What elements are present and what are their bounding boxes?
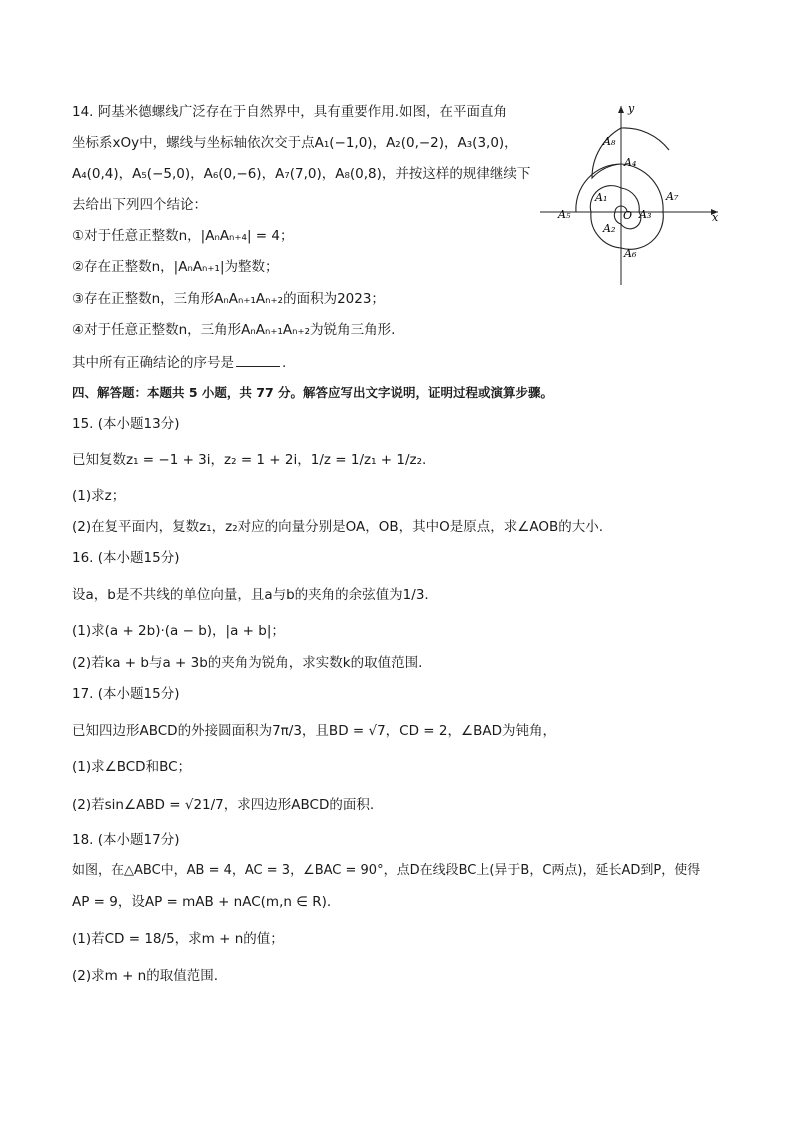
p18-stem-2: AP = 9，设AP = mAB + nAC(m,n ∈ R). (72, 894, 332, 910)
p14-conclusion-3: ③存在正整数n，三角形AₙAₙ₊₁Aₙ₊₂的面积为2023； (72, 291, 385, 307)
point-label-a1: A₁ (595, 191, 608, 204)
p14-conclusion-2: ②存在正整数n，|AₙAₙ₊₁|为整数； (72, 259, 279, 275)
axis-x-label: x (712, 211, 719, 224)
p14-line-4: 去给出下列四个结论： (72, 197, 207, 213)
p15-stem: 已知复数z₁ = −1 + 3i，z₂ = 1 + 2i，1/z = 1/z₁ + 1/z₂. (72, 452, 427, 468)
p14-conclusion-4: ④对于任意正整数n，三角形AₙAₙ₊₁Aₙ₊₂为锐角三角形. (72, 322, 396, 338)
point-label-a6: A₆ (624, 247, 637, 260)
p15-question-2: (2)在复平面内，复数z₁，z₂对应的向量分别是OA，OB，其中O是原点，求∠AOB的大小. (72, 519, 604, 535)
section-heading: 四、解答题：本题共 5 小题，共 77 分。解答应写出文字说明，证明过程或演算步骤。 (72, 385, 554, 400)
p17-stem: 已知四边形ABCD的外接圆面积为7π/3，且BD = √7，CD = 2，∠BAD为钝角， (72, 723, 556, 739)
y-axis-arrow (618, 106, 624, 113)
p18-stem-1: 如图，在△ABC中，AB = 4，AC = 3，∠BAC = 90°，点D在线段BC上(异于B，C两点)，延长AD到P，使得 (72, 863, 701, 878)
p18-question-2: (2)求m + n的取值范围. (72, 968, 219, 984)
origin-label: O (623, 209, 633, 222)
p15-question-1: (1)求z； (72, 488, 126, 504)
point-label-a2: A₂ (603, 222, 616, 235)
spiral-curve (576, 128, 669, 249)
answer-blank[interactable] (236, 352, 280, 367)
point-label-a5: A₅ (558, 208, 571, 221)
p14-line-2: 坐标系xOy中，螺线与坐标轴依次交于点A₁(−1,0)，A₂(0,−2)，A₃(3,0)， (72, 135, 518, 151)
p14-line-3: A₄(0,4)，A₅(−5,0)，A₆(0,−6)，A₇(7,0)，A₈(0,8)，并按这样的规律继续下 (72, 166, 531, 182)
p15-title: 15. (本小题13分) (72, 416, 180, 432)
point-label-a3: A₃ (639, 208, 652, 221)
point-label-a8: A₈ (603, 135, 616, 148)
p14-question-text: 其中所有正确结论的序号是 (72, 355, 234, 371)
p14-question-end: . (282, 355, 287, 371)
point-label-a4: A₄ (624, 156, 637, 169)
p16-question-1: (1)求(a + 2b)·(a − b)，|a + b|； (72, 623, 285, 639)
p16-question-2: (2)若ka + b与a + 3b的夹角为锐角，求实数k的取值范围. (72, 655, 423, 671)
p16-stem: 设a，b是不共线的单位向量，且a与b的夹角的余弦值为1/3. (72, 587, 429, 603)
point-label-a7: A₇ (666, 190, 679, 203)
p18-question-1: (1)若CD = 18/5，求m + n的值； (72, 931, 284, 947)
p16-title: 16. (本小题15分) (72, 550, 180, 566)
archimedes-spiral-figure (536, 100, 726, 290)
p17-question-1: (1)求∠BCD和BC； (72, 759, 192, 775)
p17-question-2: (2)若sin∠ABD = √21/7，求四边形ABCD的面积. (72, 797, 375, 813)
p14-question (72, 352, 286, 373)
p14-conclusion-1: ①对于任意正整数n，|AₙAₙ₊₄| = 4； (72, 228, 294, 244)
p14-line-1: 14. 阿基米德螺线广泛存在于自然界中，具有重要作用.如图，在平面直角 (72, 104, 508, 120)
p17-title: 17. (本小题15分) (72, 686, 180, 702)
p18-title: 18. (本小题17分) (72, 832, 180, 848)
axis-y-label: y (628, 102, 635, 115)
